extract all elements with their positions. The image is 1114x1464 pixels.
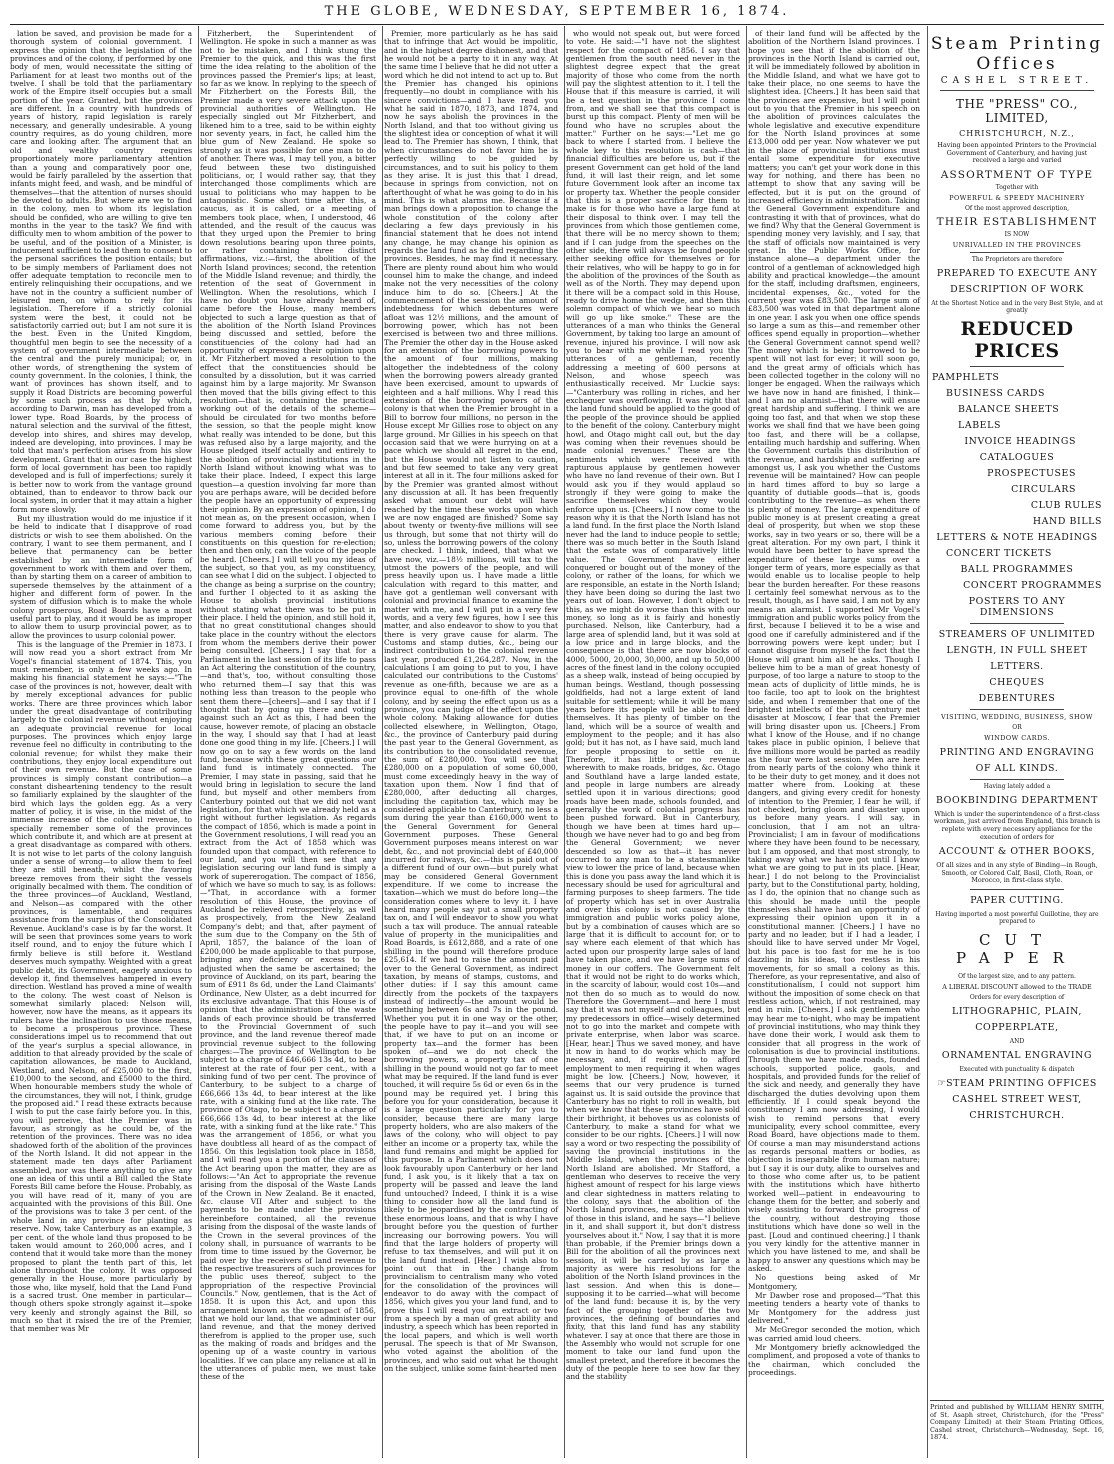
advert-approved: Of the most approved description, <box>964 204 1070 212</box>
paragraph: Mr Montgomery briefly acknowledged the compliment, and proposed a vote of thanks to the chairman, which concluded the proceedings. <box>748 1342 920 1377</box>
advert-item: CIRCULARS <box>1011 483 1076 495</box>
advert-cashel-west: CASHEL STREET WEST, <box>952 1093 1082 1105</box>
advert-item: PAMPHLETS <box>932 371 1000 383</box>
advert-unrivalled: UNRIVALLED IN THE PROVINCES <box>952 240 1082 249</box>
advert-shortest: At the Shortest Notice and in the very Best Style, and at greatly <box>931 299 1103 314</box>
advert-window: WINDOW CARDS. <box>984 733 1050 742</box>
advert-account: ACCOUNT & OTHER BOOKS, <box>938 846 1096 858</box>
advert-discount: A LIBERAL DISCOUNT allowed to the TRADE <box>942 982 1092 991</box>
advert-executed: Executed with punctuality & dispatch <box>959 1065 1075 1073</box>
advert-item: POSTERS TO ANY DIMENSIONS <box>968 595 1066 618</box>
advert-is-now: IS NOW <box>1004 230 1030 238</box>
advert-proprietors: The Proprietors are therefore <box>971 255 1063 263</box>
advert-item: BALANCE SHEETS <box>958 403 1060 415</box>
advert-company: THE "PRESS" CO., LIMITED, <box>956 97 1078 125</box>
advert-description: DESCRIPTION OF WORK <box>950 283 1084 295</box>
advert-item: BUSINESS CARDS <box>946 387 1045 399</box>
advert-length: LENGTH, IN FULL SHEET <box>946 644 1088 656</box>
advert-rule <box>970 709 1064 710</box>
advert-all-kinds: OF ALL KINDS. <box>975 762 1059 774</box>
advert-copperplate: COPPERPLATE, <box>975 1021 1059 1033</box>
column-divider <box>927 26 928 1458</box>
paragraph: But my illustration would do me injustice if it be held to indicate that I disapprove of road districts or wish to see them abolished. On the contrary, I want to see them permanent, and I believe that permanency can be better established by an intermediate form of government to work with them and over them, than by starting them on a career of ambition to supersede themselves by the attainment of a higher and different form of power. In the system of diffusion which is to make the whole colony prosperous, Road Boards have a most useful part to play, and it would be as improper to allow them to usurp provincial power, as to allow the provinces to usurp colonial power. <box>10 513 192 640</box>
paragraph: This is the language of the Premier in 1873. I will now read you a short extract from Mr Vogel's financial statement of 1874. This, you must remember, is only a few weeks ago. In making his financial statement he says:—"The case of the provinces is not, however, dealt with by merely exceptional advances for public works. There are three provinces which labor under the great disadvantage of contributing largely to the colonial revenue without enjoying an adequate provincial revenue for local purposes. The provinces which enjoy large revenue feel no difficulty in contributing to the colonial revenue; for whilst they make their contributions, they enjoy local expenditure out of their own revenue. But the case of some provinces is simply constant contribution—a constant disheartening tendency to the result so familiarly explained by the slaughter of the bird which lays the golden egg. As a very matter of policy, it is wise, in the midst of the immense increase of the colonial revenue, to specially remember some of the provinces which contribute it, and which are at present at a great disadvantage as compared with others. It is not wise to let parts of the colony languish under a sense of wrong—to allow them to feel they are still beneath, whilst the favoring breeze removes from their sight the vessels originally becalmed with them. The condition of the three provinces—of Auckland, Westland, and Nelson—as compared with the other provinces, is lamentable, and requires assistance from the surplus of the Consolidated Revenue. Auckland's case is by far the worst. It will be seen that provinces some years to work itself round, and to enjoy the future which I firmly believe is still before it. Westland deserves much sympathy. Weighted with a great public debt, its Government, eagerly anxious to develop it, find themselves hampered in every direction. Westland has proved a mine of wealth to the colony. The west coast of Nelson is somewhat similarly placed: Nelson will, however, now have the means, as it appears its rulers have the inclination to use those means, to become a prosperous province. These considerations impel us to recommend that out of the year's surplus a special allowance, in addition to that already provided by the scale of capitation allowances, be made to Auckland, Westland, and Nelson, of £25,000 to the first, £10,000 to the second, and £5000 to the third. When honourable members study the whole of the circumstances, they will not, I think, grudge the proposed aid." I read these extracts because I wish to put the case fairly before you. In this, you will perceive, that the Premier was in favour, as strongly as he could be, of the retention of the provinces. There was no idea shadowed forth of the abolition of the provinces of the North Island. It did not appear in the statement made ten days after Parliament assembled, nor was there anything to give any one an idea of this until a Bill called the State Forests Bill came before the House. Probably, as you will have read of it, many of you are acquainted with the provisions of this Bill. One of the provisions was to take 3 per cent. of the whole land in any province for planting as reserve. Now, take Canterbury as an example, 3 per cent. of the whole land thus proposed to be taken would amount to 260,000 acres, and I contend that it would take more than the money proposed to plant the tenth part of this, let alone throughout the colony. It was opposed generally in the House, more particularly by those who, like myself, hold that the Land Fund is a sacred trust. One member in particular—though others spoke strongly against it—spoke very keenly and strongly against the Bill, so much so that it raised the ire of the Premier, that member was Mr <box>10 640 192 1334</box>
column-2 <box>200 30 380 1458</box>
advert-item: LETTERS & NOTE HEADINGS <box>936 531 1098 543</box>
advert-rule <box>970 889 1064 890</box>
column-divider <box>746 26 747 1458</box>
advert-steam-offices: ☞STEAM PRINTING OFFICES <box>937 1077 1097 1089</box>
advert-paper-cutting: PAPER CUTTING. <box>970 894 1064 906</box>
advert-item: CONCERT PROGRAMMES <box>963 579 1102 591</box>
advert-cut-paper: CUT PAPER <box>956 930 1078 967</box>
top-rule <box>10 24 1104 25</box>
advert-guillotine: Having imported a most powerful Guillotine, they are prepared to <box>935 910 1099 925</box>
advert-rule <box>970 623 1064 624</box>
column-4 <box>566 30 744 1458</box>
advert-item: INVOICE HEADINGS <box>964 435 1076 447</box>
advert-and: AND <box>1009 1037 1025 1045</box>
paragraph: Mr Dawber rose and proposed—"That this meeting tenders a hearty vote of thanks to Mr Montgomery for the address just delivered." <box>748 1290 920 1325</box>
paragraph: Mr McGregor seconded the motion, which was carried amid loud cheers. <box>748 1325 920 1343</box>
advert-ornamental: ORNAMENTAL ENGRAVING <box>941 1049 1093 1061</box>
advert-together: Together with <box>995 183 1039 191</box>
printing-office-advert <box>930 30 1104 1458</box>
column-3 <box>384 30 562 1458</box>
advert-orders: Orders for every description of <box>969 993 1065 1001</box>
paragraph: who would not speak out, but were forced to vote. He said:—"I have not the slightest respect for the compact of 1856. I say that gentlemen from the south need never in the slightest degree expect that the great majority of those who come from the north will pay the slightest attention to it. I tell the House that if this measure is carried, it will be a test question in the province I come from, and we shall see that this compact is burst up this compact. Plenty of men will be found who have no scruples about the matter." Further on he says:—"Let me go back to where I started from. I believe the whole key to this resolution is cash—that financial difficulties are before us, but if the present Government can get hold of the land fund, it will last their reign, and let some future Government look after an income tax or property tax. Whether the people consider that this is a proper sacrifice for them to make is for those who have a large fund at their disposal to think over. I may tell the provinces from which those gentlemen come, that there will be no mercy shown to them; and if I can judge from the speeches on the other side, there will always be found people either seeking office for themselves or for their relatives, who will be happy to go in for the abolition of the provinces of the South as well as of the North. They may depend upon it there will be a compact sold in this House, ready to drive home the wedge, and then this solemn compact of which we hear so much will go up like smoke." These are the utterances of a man who thinks the General Government, by taking too large an amount of revenue, injured his province. I will now ask you to bear with me while I read you the utterances of a gentleman, recently addressing a meeting of 600 persons at Nelson, and whose speech was enthusiastically received. Mr Luckie says:—"Canterbury was rolling in riches, and her exchequer was overflowing. It was right that the land fund should be applied to the good of the people of the province should be applied to the benefit of the colony. Canterbury might howl, and Otago might call out, but the day was coming when their revenues should be made colonial revenues." These are the sentiments which were received with rapturous applause by gentlemen however who have no land revenue of their own. But I would ask you if they would applaud so strongly if they were going to make the sacrifice themselves which they would enforce upon us. [Cheers.] I now come to the reason why it is that the North Island has not a land fund. In the first place the North Island never had the land to induce people to settle; there was so much better in the South Island that the estate was of comparatively little value. The Government have either conquered or bought out of the money of the colony, or rather of the loans, for which we are responsible, an estate in the North Island; they have been doing so during the last two years out of loan. However, I don't object to this, as we might do worse than this with our money, so long as it is fairly and honestly purchased. Nelson, like Canterbury, had a large area of splendid land, but it was sold at a low price and in large blocks, and the consequence is that there are now blocks of 4000, 5000, 20,000, 30,000, and up to 50,000 acres of the finest land in the colony occupied as a sheep walk, instead of being occupied by human beings. Westland, though possessing goldfields, had not a large extent of land suitable for settlement; while it will be many years before its people will be able to feed themselves. It has plenty of timber on the land, which will be a source of wealth and employment to the people; and it has also gold; but it has not, as I have said, much land for people proposing to settle on it. Therefore, it has little or no revenue wherewith to make roads, bridges, &c. Otago and Southland have a large landed estate, and people in large numbers are already settled upon it in various directions; good roads have been made, schools founded, and generally the work of colonial progress has been pushed forward. But in Canterbury, though we have been at times hard up—though we have never had to go and beg from the General Government; we never descended so low as that—it has never occurred to any man to be a statesmanlike view to lower the price of land, because when this is done you pass away the land which it is necessary should be used for agricultural and farming purposes to sheep farmers. The tide of property which has set in over Australia and over this colony is not caused by the immigration and public works policy alone, but by a combination of causes which are so large that it is difficult to account for, or to say where each element of that which has acted upon our prosperity large sales of land have taken place, and we have large sums of money in our coffers. The Government felt that it would not be right to do works which, in the scarcity of labour, would cost 10s—and not then do so much as to would do now. Therefore the Government—and here I must say that it was not myself and colleagues, but my predecessors in office—wisely determined not to go into the market and compete with private enterprise, when labor was scarce. [Hear, hear.] Thus we saved money, and have it now in hand to do works which may be necessary, and, if required, to afford employment to men requiring it when wages might be low. [Cheers.] Now, however, it seems that our very prudence is turned against us. It is said outside the province that Canterbury has no right to roll in wealth, but when we know that these provinces have sold their birthright, it behoves us as colonists of Canterbury, to make a stand for what we consider to be our rights. [Cheers.] I will now say a word or two respecting the possibility of saving the provincial institutions in the Middle Island, when the provinces of the North Island are abolished. Mr Stafford, a gentleman who deserves to receive the very highest amount of respect for his large views and clear sightedness in matters relating to the colony, says that the abolition of the North Island provinces, means the abolition of those in this island, and he says—"I believe in it, and shall support it, but don't distress yourselves about it." Now, I say that it is more than probable, if the Premier brings down a Bill for the abolition of all the provinces next session, it will be carried by as large a majority as were his resolutions for the abolition of the North Island provinces in the last session. And when this is done—supposing it to be carried—what will become of the land fund: because it is, by the very fact of the grouping together of the two provinces, the defining of boundaries and fixity, that this land fund has any stability whatever. I say at once that there are those in the Assembly who would not scruple for one moment to take our land fund upon the smallest pretext, and therefore it becomes the duty of the people here to see how far they and the stability <box>566 30 740 1382</box>
advert-bookbinding-text: Which is under the superintendence of a first-class workman, just arrived from England, this branch is replete with every necessary appliance for the execution of orders for <box>933 809 1101 841</box>
advert-streamers: STREAMERS OF UNLIMITED <box>938 628 1096 640</box>
paragraph: Premier, more particularly as he has said that to infringe that Act would be impolitic, and in the highest degree dishonest, and that he would not be a party to it in any way. At the same time I believe that he did not utter a word which he did not intend to act up to. But the Premier has changed his opinions frequently—no doubt in compliance with his sincere convictions—and I have read you what he said in 1870, 1873, and 1874, and now he says abolish the provinces in the North Island, and that too without giving us the slightest idea or conception of what it will lead to. The Premier has shown, I think, that when circumstances do not favor him he is perfectly willing to be guided by circumstances, and to suit his policy to them as they arise. It is just this that I dread, because in springs from conviction, not on afterthought of what he was going to do in his mind. This is what alarms me. Because if a man brings down a proposition to change the whole constitution of the colony after declaring a few days previously in his financial statement that he does not intend any change, he may change his opinion as regards the land fund as he did regarding the provinces. Besides, he may find it necessary. There are plenty round about him who would counsel him to make the change, and indeed make not the very necessities of the colony induce him to do so. [Cheers.] At the commencement of the session the amount of indebtedness for which debentures were afloat was 12½ millions, and the amount of borrowing power, which has not been exercised is between two and three millions. The Premier the other day in the House asked for an extension of the borrowing powers to the amount of four millions, making altogether the indebtedness of the colony when the borrowing powers already granted have been exercised, amount to upwards of eighteen and a half millions. Why I read this extension of the borrowing powers of the colony is that when the Premier brought in a Bill to borrow four millions, no person in the House except Mr Gillies rose to object on any large ground. Mr Gillies in his speech on that occasion said that we were hurrying on at a pace which we should all regret in the end, but the House would not listen to caution, and but few seemed to take any very great interest at all in it. The four millions asked for by the Premier was granted almost without any discussion at all. It has been frequently asked what amount our debt will have reached by the time these works upon which we are now engaged are finished? Some say about twenty or twenty-five millions will see us through, but some that not thirty will do so, unless the borrowing powers of the colony are checked. I think, indeed, that what we have now, viz.—18½ millions, will tax to the utmost the powers of the people, and will press heavily upon us. I have made a little calculation with regard to this matter, and have got a gentleman well conversant with colonial and provincial finance to examine the matter with me, and I will put in a very few words, and a very few figures, how I see this matter, and also endeavor to show to you that there is very grave cause for alarm. The Customs and stamp duties, &c., being our indirect contribution to the colonial revenue last year, produced £1,264,287. Now, in the calculations I am going to put to you, I have calculated our contributions to the Customs' revenue as one-fifth, because we are as a province equal to one-fifth of the whole colony, and by seeing the effect upon us as a province, you can judge of the effect upon the whole colony. Making allowance for duties collected elsewhere, in Wellington, Otago, &c., the province of Canterbury paid during the past year to the General Government, as its contribution to the consolidated revenue, the sum of £280,000. You will see that £280,000 on a population of some 60,000, must come exceedingly heavy in the way of taxation upon them. Now I find that of £280,000, after deducting all charges, including the capitation tax, which may be considered applicable to Canterbury, no less a sum during the year than £160,000 went to the General Government for General Government purposes. These General Government purposes means interest on war debt, &c., and not provincial debt of £40,000 incurred for railways, &c.—this is paid out of a different fund of our own—but purely what may be considered General Government expenditure. If we come to increase the taxation—which we must do before long—the consideration comes where to levy it. I have heard many people say put a small property tax on, and I will endeavor to show you what such a tax will produce. The annual rateable value of property in the municipalities and Road Boards, is £612,888, and a rate of one shilling in the pound will therefore produce £25,614. If we had to raise the amount paid over to the General Government, as indirect taxation, by means of stamps, customs, and other duties: if I say this amount came directly from the pockets of the taxpayers instead of indirectly—the amount would be something between 6s and 7s in the pound. Whether you put it in one way or the other, the people have to pay it—and you will see that, if we have to put on an income or property tax—and the former has been spoken of—and we do not check the borrowing powers, a property tax of one shilling in the pound would not go far to meet what may be required. If the land fund is ever touched, it will require 5s 6d or even 6s in the pound may be required yet. I bring this before you for your consideration, because it is a large question particularly for you to consider, because there are many large property holders, who are also makers of the laws of the colony, who will object to pay either an income or a property tax, while the land fund remains and might be applied for this purpose. In a Parliament which does not look favourably upon Canterbury or her land fund, I ask you, is it likely that a tax on property will be passed and leave the land fund untouched? Indeed, I think it is a wise thing to consider how all the land fund is likely to be jeopardised by the contracting of these enormous loans, and that is why I have brought before you the question of further increasing our borrowing powers. You will find that the large holders of property will refuse to tax themselves, and will put it on the land fund instead. [Hear.] I wish also to point out that in the change from provincialism to centralism many who voted for the consolidation of the provinces will endeavor to do away with the compact of 1856, which gives you your land fund, and to prove this I will read you an extract or two from a speech by a man of great ability and industry, a speech which has been reported in the local papers, and which is well worth perusal. The speech is that of Mr Swanson, who voted against the abolition of the provinces, and who said out what he thought on the subject, unlike some faint-hearted men <box>384 30 558 1373</box>
advert-bookbinding: BOOKBINDING DEPARTMENT <box>936 794 1098 806</box>
advert-christchurch: CHRISTCHURCH. <box>969 1109 1065 1121</box>
paragraph: No questions being asked of Mr Montgomery, <box>748 1273 920 1291</box>
column-divider <box>198 26 199 1458</box>
advert-debentures: DEBENTURES <box>978 692 1056 704</box>
advert-or: OR <box>1012 723 1022 731</box>
advert-prepared: PREPARED TO EXECUTE ANY <box>936 267 1098 279</box>
advert-item: HAND BILLS <box>1032 515 1102 527</box>
advert-rule <box>970 366 1064 367</box>
advert-item: CONCERT TICKETS <box>946 547 1052 559</box>
advert-intro: Having been appointed Printers to the Provincial Government of Canterbury, and having just received a large and varied <box>937 141 1097 165</box>
imprint: Printed and published by WILLIAM HENRY SMITH, of St. Asaph street, Christchurch, (for the "Press" Company Limited) at their Steam Printing Offices, Cashel street, Christchurch—Wednesday, Sept. 16, 1874. <box>930 1400 1104 1442</box>
advert-lately: Having lately added a <box>983 782 1051 790</box>
advert-letters: LETTERS. <box>990 660 1044 672</box>
advert-item: BALL PROGRAMMES <box>960 563 1074 575</box>
advert-rule <box>970 779 1064 780</box>
advert-sizes: Of all sizes and in any style of Binding—in Rough, Smooth, or Colored Calf, Basil, Cloth, Roan, or Morocco, in first-class style. <box>936 861 1098 885</box>
advert-title: Steam Printing Offices <box>930 34 1104 74</box>
advert-item: CLUB RULES <box>1030 499 1102 511</box>
advert-item: CATALOGUES <box>979 451 1055 463</box>
advert-visiting: VISITING, WEDDING, BUSINESS, SHOW <box>941 712 1093 721</box>
paragraph: lation be saved, and provision be made for a thorough system of colonial government. I express the opinion that the legislation of the provinces and of the colony, if performed by one body of men, would necessitate the sitting of Parliament for at least two months out of the twelve. I shall be told that the parliamentary work of the Empire itself occupies but a small portion of the year. Granted, but the provinces are different. In a country with hundreds of years of history, rapid legislation is rarely necessary, and generally undesirable. A young country requires, as do young children, more care and looking after. The argument that an old and wealthy country requires proportionately more parliamentary attention than a young and comparatively poor one, would be fairly paralleled by the assertion that infants might feed, and wash, and be mindful of themselves—that the attention of nurses should be devoted to adults. But where are we to find in the colony, men to whom its legislation should be confided, who are willing to give ten months in the year to the task? We find with difficulty men to whom ambition of the power to be useful, and of the position of a Minister, is inducement sufficient to lead them to consent to the personal sacrifices the position entails; but to be simply members of Parliament does not offer adequate temptation to reconcile men to entirely relinquishing their occupations, and we have not in the country a sufficient number of leisured men, on whom to rely for its legislation. Therefore if a strictly colonial system were the best, it could not be satisfactorily carried out; but I am not sure it is the best. Even in the United Kingdom, thoughtful men begin to see the necessity of a system of government intermediate between the central and the purely municipal; or, in other words, of strengthening the system of county government. In the colonies, I think, the want of provinces has shown itself, and to supply it Road Districts are becoming powerful by some such process as that by which, according to Darwin, man has developed from a lower type. Road Boards, by the process of natural selection and the survival of the fittest, develop into shires, and shires may develop, indeed are developing, into provinces. I may be told that man's perfection arises from his slow development. Grant that in our case the highest form of local government has been too rapidly developed and is full of imperfections; surely it is better now to work from the vantage ground obtained, than to endeavor to throw back our local system, in order that it may attain a higher form more slowly. <box>10 30 192 514</box>
advert-item: PROSPECTUSES <box>987 467 1076 479</box>
advert-cheques: CHEQUES <box>989 676 1045 688</box>
advert-establishment: THEIR ESTABLISHMENT <box>936 215 1098 228</box>
column-divider <box>564 26 565 1458</box>
advert-street: CASHEL STREET. <box>940 76 1094 86</box>
column-1 <box>10 30 196 1458</box>
advert-printing: PRINTING AND ENGRAVING <box>939 746 1095 758</box>
advert-reduced-prices: REDUCED PRICES <box>960 317 1074 362</box>
advert-largest: Of the largest size, and to any pattern. <box>958 972 1076 980</box>
advert-assortment: ASSORTMENT OF TYPE <box>940 168 1094 181</box>
column-divider <box>382 26 383 1458</box>
column-5 <box>748 30 924 1458</box>
advert-city: CHRISTCHURCH, N.Z., <box>959 129 1075 138</box>
advert-litho: LITHOGRAPHIC, PLAIN, <box>952 1005 1082 1017</box>
advert-rule <box>940 90 1094 91</box>
paragraph: Fitzherbert, the Superintendent of Wellington. He spoke in such a manner as was not to be mistaken, and I think stung the Premier to the quick, and this was the first time the idea relating to the abolition of the provinces passed the Premier's lips; at least, so far as we know. In replying to the speech of Mr Fitzherbert on the Forests Bill, the Premier made a very severe attack upon the provincial authorities of Wellington. He especially singled out Mr Fitzherbert, and likened him to a tree, said to be within eighty nor seventy years, in fact, he called him the blue gum of New Zealand. He spoke so strongly as it was possible for one man to do of another. There was, I may tell you, a bitter feud between these two distinguished politicians, or, I would rather say, that they interchanged those compliments which are usual to politicians who may happen to be antagonistic. Some short time after this, a caucus, as it is called, or a meeting of members took place, when, I understood, 46 attended, and the result of the caucus was that they urged upon the Premier to bring down resolutions bearing upon three points, or rather containing three distinct affirmations, viz.:—first, the abolition of the North Island provinces; second, the retention of the Middle Island revenue; and thirdly, the retention of the seat of Government in Wellington. When the resolutions, which I have no doubt you have already heard of, came before the House, many members objected to such a large question as that of the abolition of the North Island Provinces being discussed and settled, before the constituencies of the colony had had an opportunity of expressing their opinion upon it. Mr Fitzherbert moved a resolution to the effect that the constituencies should be consulted by a dissolution, but it was carried against him by a large majority. Mr Swanson then moved that the bills giving effect to this resolution—that is, containing the practical working out of the details of the scheme—should be circulated for two months before the session, so that the people might know what really was intended to be done, but this was refused also by a large majority, and the House pledged itself actually and entirely to the abolition of provincial institutions in the North Island without knowing what was to take their place. Indeed, I expect this large question—a question involving far more than you are perhaps aware, will be decided before the people have an opportunity of expressing their opinion. By an expression of opinion, I do not mean as, on the present occasion, when I come forward to address you, but by the various members coming before their constituents on this question for re-election; then and then only, can the voice of the people be heard. [Cheers.] I will tell you my ideas of the subject, so that you, as my constituency, can see what I did on the subject. I objected to the change as being a surprise on the country; and further I objected to it as asking the House to abolish provincial institutions without stating what there was to be put in their place. I held the opinion, and still hold it, that no great constitutional changes should take place in the country without the electors from whom the members derive their power being consulted. [Cheers.] I say that for a Parliament in the last session of its life to pass an Act altering the constitution of the country,—and that's, too, without consulting those who returned them—I say that this was nothing less than treason to the people who sent them there—[cheers]—and I say that if I thought that by going up there and voting against such an Act as this, I had been the cause, however remote, of placing an obstacle in the way, I should say that I had at least done one good thing in my life. [Cheers.] I will now go on to say a few words on the land fund, because with these great questions our land fund is intimately connected. The Premier, I may state in passing, said that he would bring in legislation to secure the land fund, but myself and other members from Canterbury pointed out that we did not want legislation, for that which we already held as a right without further legislation. As regards the compact of 1856, which is made a point in the Government resolutions, I will read you an extract from the Act of 1858 which was founded upon that compact, with reference to our land, and you will then see that any legislation securing our land fund is simply a work of supererogation. The compact of 1856, of which we have so much to say, is as follows:—"That, in accordance with a former resolution of this House, the province of Auckland be relieved retrospectively, as well as prospectively, from the New Zealand Company's debt; and that, after payment of the sum due to the Company on the 5th of April, 1857, the balance of the loan of £200,000 be made applicable to that purpose, bringing any deficiency or excess to be adjusted when the same be ascertained; the province of Auckland, on its part, bearing the sum of £911 8s 6d, under the Land Claimants' Ordinance, New Ulster, as a debt incurred for its exclusive advantage. That this House is of opinion that the administration of the waste lands of each province should be transferred to the Provincial Government of such province, and the land revenue thereof made provincial revenue subject to the following charges:—The province of Wellington to be subject to a charge of £46,666 13s 4d, to bear interest at the rate of four per cent., with a sinking fund of two per cent. The province of Canterbury, to be subject to a charge of £66,666 13s 4d, to bear interest at the like rate, with a sinking fund at the like rate. The province of Otago, to be subject to a charge of £66,666 13s 4d, to bear interest at the like rate, with a sinking fund at the like rate." This was the arrangement of 1856, or what you have doubtless all heard of as the compact of 1856. On this legislation took place in 1858, and I will read you a portion of the clauses of the Act bearing upon the matter, they are as follows:—"An Act to appropriate the revenue arising from the disposal of the Waste Lands of the Crown in New Zealand. Be it enacted, &c. clause VII After and subject to the payments to be made under the provisions hereinbefore contained, all the revenue arising from the disposal of the waste lands of the Crown in the several provinces of the colony shall, in pursuance of warrants to be from time to time issued by the Governor, be paid over by the receivers of land revenue to the respective treasurers of such provinces for the public uses thereof, subject to the appropriation of the respective Provincial Councils." Now, gentlemen, that is the Act of 1858. It is upon this Act, and upon this arrangement known as the compact of 1856, that we hold our land, that we administer our land revenue, and that the money derived therefrom is applied to the proper use, such as the making of roads and bridges and the opening up of a waste country in various localities. If we can place any reliance at all in the utterances of public men, we must take these of the <box>200 30 376 1382</box>
advert-item: LABELS <box>958 419 1001 431</box>
masthead-title: THE GLOBE, WEDNESDAY, SEPTEMBER 16, 1874. <box>324 4 790 19</box>
paragraph: of their land fund will be affected by the abolition of the Northern Island provinces. I hope you see that if the abolition of the provinces in the North Island is carried out, it will be immediately followed by abolition in the Middle Island, and what we have got to take their place, no one seems to have the slightest idea. [Cheers.] It has been said that the provinces are expensive, but I will point out to you that the Premier in his speech on the abolition of provinces calculates the whole legislative and executive expenditure for the North Island provinces at some £13,000 odd per year. Now whatever we put in the place of provincial institutions must entail some expenditure for executive matters; you can't get your work done in this way for nothing, and there has been no attempt to show that any saving will be effected, but it is put on the ground of increased efficiency in administration. Taking the General Government expenditure and contrasting it with that of provinces, what do we find? Why that the General Government is spending money very lavishly, and I say, that the staff of officials now maintained is very great. In the Public Works Office, for instance alone—a department under the control of a gentleman of acknowledged high ability and practical knowledge—the amount for the staff, including draftsmen, engineers, incidental expenses, &c., voted for the current year was £83,500. The large sum of £83,500 was voted in that department alone in one year. I ask you when one office spends so large a sum as this—and remember other offices spend equally in proportion—whether the General Government cannot spend well? The money which is being borrowed to be spent will not last for ever; it will soon go, and the great army of officials which has been collected together in the colony will no longer be engaged. When the railways which we have now in hand are finished, I think—and I am no alarmist—that there will ensue great hardship and suffering. I think we are going too fast, and that when we stop these works we shall find that we have been going too fast, and there will be a collapse, entailing much hardship and suffering. When the Government curtails this distribution of the revenue, and hardship and suffering are amongst us, I ask you whether the Customs revenue will be maintained? How can people in hard times afford to buy so large a quantity of dutiable goods—that is, goods contributing to the revenue—as when there is plenty of money. The large expenditure of public money is at present creating a great deal of prosperity, but when we stop these works, say in two years or so, there will be a great alteration. For my own part, I think it would have been better to have spread the expenditure of these large sums over a longer term of years, more especially as that would enable us to localise people to help bear the burden hereafter. For these reasons I certainly feel somewhat nervous as to the result, though, as I have said, I am not by any means an alarmist. I supported Mr Vogel's immigration and public works policy from the first, because I believed it to be a wise and good one if carefully administered and if the borrowing powers were kept under; but I cannot disguise from myself the fact that the House will grant him all he asks. Though I believe him to be a man of great honesty of purpose, of too large a nature to stoop to the mean acts of duplicity of little minds, he is too facile, too apt to look on the brightest side, and when I remember that one of the brightest intellects of the past century met disaster at Moscow, I fear that the Premier will bring disaster upon us. [Cheers.] From what I know of the House, and if no change takes place in public opinion, I believe that five millions more would be parted as readily as the four were last session. Men are here from nearly parts of the colony who think it to be their duty to get money, and it does not matter where from. Looking at these dangers, and giving every credit for honesty of intention to the Premier, I fear he will, if not checked, bring gloom and disaster upon us before many years. I will say, in conclusion, that I am not an ultra-Provincialist; I am in favour of modifications where they have been found to be necessary, but I am opposed, and that most strongly, to taking away what we have got until I know what we are going to put in its place. [Hear, hear.] I do not belong to the Provincialist party, but to the Constitutional party, holding, as I do, the opinion that no change such as this should be made until the people themselves shall have had an opportunity of expressing their opinion upon it in a constitutional manner. [Cheers.] I have no party and no leader, but if I had a leader, I should like to have served under Mr Vogel, but his pace is too fast for me he is too dazzling in his ideas, too restless in his movements, for so small a colony as this. Therefore, as your representative, and also of constitutionalism, I could not support him without the imposition of some check on that restless action, which, if not restrained, may end in ruin. [Cheers.] I ask gentlemen who may hear me to-night, who may be impatient of provincial institutions, who may think they have done their work, I would ask them to consider that all progress in the work of colonisation is due to provincial institutions. Through them we have made roads, founded schools, supported police, gaols, and hospitals, and provided funds for the relief of the sick and needy, and generally they have discharged the duties devolving upon them efficiently. If I could speak beyond the constituency I am now addressing, I would wish to remind persons that every municipality, every school committee, every Road Board, have objections made to them. Of course a man may misunderstand actions as regards personal matters or bodies, as objection is inseparable from human nature; but I say it is our duty, alike to ourselves and to those who come after us, to be patient with the institutions which have hitherto worked well—patient in endeavouring to change them for the better, and soberly and wisely assisting to forward the progress of the country, without destroying those institutions which have done so well in the past. [Loud and continued cheering.] I thank you very kindly for the attentive manner in which you have listened to me, and shall be happy to answer any questions which may be asked. <box>748 30 920 1273</box>
advert-rule <box>970 252 1064 253</box>
advert-machinery: POWERFUL & SPEEDY MACHINERY <box>949 193 1085 202</box>
